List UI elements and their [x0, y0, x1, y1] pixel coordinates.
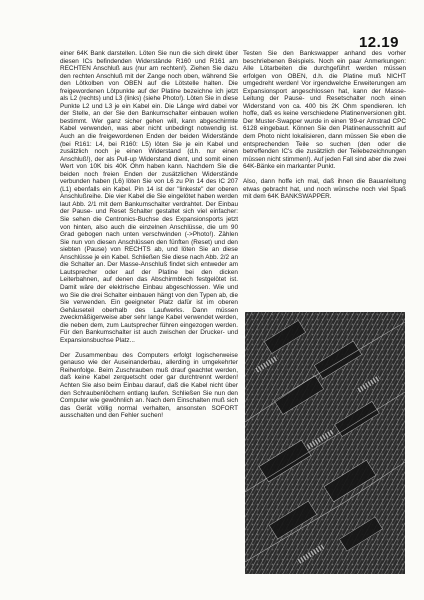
right-text-column — [243, 50, 406, 201]
left-text-column — [60, 50, 238, 420]
paragraph: einer 64K Bank darstellen. Löten Sie nun die sich direkt über diesen ICs befindenden Widerstände R160 und R161 am RECHTEN Anschluß aus (nur am rechten!). Ziehen Sie dazu den rechten Anschluß mit der Zange noch oben, während Sie den Lötkolben von OBEN auf die Lötstelle halten. Die freigewordenen Lötpunkte auf der Platine bezeichne ich jetzt als L2 (rechts) und L3 (links) (siehe Photo!). Löten Sie in diese Punkte L2 und L3 je ein Kabel ein. Die Länge wird dabei vor der Stelle, an der Sie den Bankumschalter einbauen wollen bestimmt. Wer ganz sicher gehen will, kann abgeschirmte Kabel verwenden, was aber nicht unbedingt notwendig ist. Auch an die freigewordenen Enden der beiden Widerstände (bei R161: L4, bei R160: L5) löten Sie je ein Kabel und zusätzlich noch je einen Widerstand (d.h. nur einen Anschluß!), der als Pull-up Widerstand dient, und somit einen Wert von 10K bis 40K Ohm haben kann. Nachdem Sie die beiden noch freien Enden der zusätzlichen Widerstände verbunden haben (L6) löten Sie von L6 zu Pin 14 des IC 207 (L1) ebenfalls ein Kabel. Pin 14 ist der "linkeste" der oberen Anschlußreihe. Die vier Kabel die Sie eingelötet haben werden laut Abb. 2/1 mit dem Bankumschalter verdrahtet. Der Einbau der Pause- und Reset Schalter gestaltet sich viel einfacher: Sie sehen die Centronics-Buchse des Expansionsports jetzt von hinten, also auch die einzelnen Anschlüsse, die um 90 Grad gebogen nach unten verschwinden (->Photo!). Zählen Sie nun von diesen Anschlüssen den fünften (Reset) und den siebten (Pause) von RECHTS ab, und löten Sie an diese Anschlüsse je ein Kabel. Schließen Sie diese nach Abb. 2/2 an die Schalter an. Der Masse-Anschluß findet sich entweder am Lautsprecher oder auf der Platine bei den dicken Leiterbahnen, auf denen das Abschirmblech festgelötet ist. Damit wäre der elektrische Einbau abgeschlossen. Wie und wo Sie die drei Schalter einbauen hängt von den Typen ab, die Sie verwenden. Ein geeigneter Platz dafür ist im oberen Gehäuseteil oberhalb des Laufwerks. Dann müssen zweckmäßigerweise aber sehr lange Kabel verwendet werden, die neben dem, zum Lautsprecher führen eingezogen werden. Für den Bankumschalter ist auch zwischen der Drucker- und Expansionsbuchse Platz... — [60, 50, 238, 344]
paragraph: Also, dann hoffe ich mal, daß ihnen die Bauanleitung etwas gebracht hat, und noch wünsche noch viel Spaß mit dem 64K BANKSWAPPER. — [243, 178, 406, 201]
page-number: 12.19 — [358, 34, 399, 51]
circuit-board-photo — [245, 312, 405, 574]
circuit-board-image — [245, 312, 405, 574]
paragraph: Testen Sie den Bankswapper anhand des vorher beschriebenen Beispiels. Noch ein paar Anmerkungen: Alle Lötarbeiten die durchgeführt werden müssen erfolgen von OBEN, d.h. die Platine muß NICHT umgedreht werden! Vor irgendwelche Erweiterungen am Expansionsport angeschlossen hat, kann der Masse-Leitung der Pause- und Resetschalter noch einen Widerstand von ca. 400 bis 2K Ohm spendieren. Ich hoffe, daß es keine verschiedene Platinenversionen gibt. Der Muster-Swapper wurde in einen '89-er Amstrad CPC 6128 eingebaut. Können Sie den Platinenausschnitt auf dem Photo nicht lokalisieren, dann müssen Sie eben die entsprechenden Teile so suchen (den oder die betreffenden IC's die zusätzlich der Teilebezeichnungen müssen nicht stimmen!). Auf jeden Fall sind aber die zwei 64K-Bänke ein markanter Punkt. — [243, 50, 406, 171]
paragraph: Der Zusammenbau des Computers erfolgt logischerweise genauso wie der Auseinanderbau, allerding in umgekehrter Reihenfolge. Beim Zuschrauben muß drauf geachtet werden, daß keine Kabel zerquetscht oder gar durchtrennt werden! Achten Sie also beim Einbau darauf, daß die Kabel nicht über den Schraubenlöchern entlang laufen. Schließen Sie nun den Computer wie gewöhnlich an. Nach dem Einschalten muß sich das Gerät völlig normal verhalten, ansonsten SOFORT ausschalten und den Fehler suchen! — [60, 351, 238, 420]
